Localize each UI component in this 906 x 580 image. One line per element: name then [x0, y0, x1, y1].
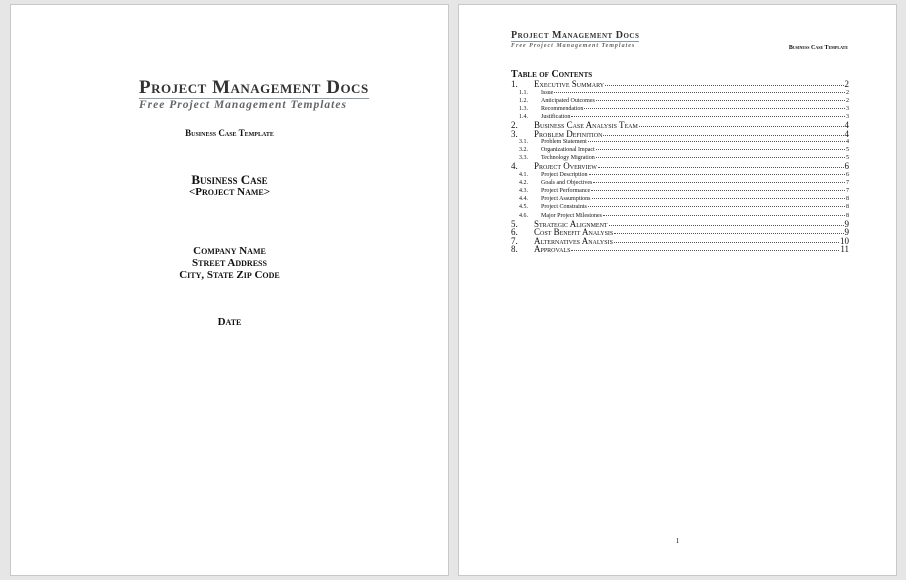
toc-leader: [596, 100, 845, 101]
toc-entry-label: Recommendation: [541, 105, 584, 112]
toc-entry-label: Major Project Milestones: [541, 212, 602, 219]
toc-entry-page: 2: [846, 89, 849, 96]
toc-leader: [584, 108, 845, 109]
toc-entry-page: 9: [844, 227, 849, 238]
toc-page: [458, 4, 897, 576]
toc-entry-page: 7: [846, 180, 849, 187]
toc-leader: [554, 92, 845, 93]
toc-entry-label: Organizational Impact: [541, 147, 595, 154]
toc-entry-label: Project Performance: [541, 188, 591, 195]
toc-leader: [603, 135, 843, 136]
toc-entry-number: 7.: [511, 235, 518, 246]
toc-leader: [571, 250, 839, 251]
toc-leader: [596, 149, 845, 150]
toc-leader: [639, 126, 844, 127]
toc-entry[interactable]: [511, 203, 849, 211]
table-of-contents: [511, 69, 849, 254]
toc-entry[interactable]: [511, 138, 849, 146]
toc-leader: [596, 157, 845, 158]
toc-entry[interactable]: [511, 195, 849, 203]
toc-entry[interactable]: [511, 187, 849, 195]
toc-entry-label: Project Overview: [534, 161, 597, 172]
street-address: Street Address: [192, 257, 267, 269]
toc-entry-page: 5: [846, 147, 849, 154]
toc-entry-label: Cost Benefit Analysis: [534, 227, 614, 238]
toc-leader: [593, 182, 845, 183]
toc-entry-page: 8: [846, 212, 849, 219]
toc-entry[interactable]: [511, 245, 849, 254]
toc-leader: [588, 141, 845, 142]
toc-entry-number: 1.2.: [519, 97, 528, 104]
toc-leader: [603, 215, 845, 216]
document-title: Business Case: [191, 172, 268, 187]
toc-entry-label: Project Constraints: [541, 204, 587, 211]
logo-title: Project Management Docs: [511, 30, 640, 41]
toc-entry-label: Project Description: [541, 172, 588, 179]
toc-entry-page: 6: [846, 172, 849, 179]
toc-entry-number: 2.: [511, 119, 518, 130]
toc-entry-number: 5.: [511, 218, 518, 229]
toc-entry-label: Strategic Alignment: [534, 218, 608, 229]
toc-entry-label: Problem Definition: [534, 128, 603, 139]
toc-entry-number: 3.3.: [519, 155, 528, 162]
toc-leader: [589, 174, 846, 175]
toc-entry[interactable]: [511, 179, 849, 187]
toc-entry-label: Technology Migration: [541, 155, 595, 162]
page-header: Business Case Template: [788, 45, 848, 51]
toc-entry-number: 3.1.: [519, 139, 528, 146]
toc-entry-number: 4.2.: [519, 180, 528, 187]
toc-entry-number: 8.: [511, 244, 518, 255]
toc-entry-page: 2: [846, 97, 849, 104]
toc-entry-number: 4.4.: [519, 196, 528, 203]
toc-entry[interactable]: [511, 97, 849, 105]
logo-subtitle: Free Project Management Templates: [139, 99, 347, 111]
toc-entry-page: 4: [846, 139, 849, 146]
toc-entry-label: Approvals: [534, 244, 571, 255]
toc-leader: [614, 242, 839, 243]
toc-entry-label: Justification: [541, 113, 571, 120]
toc-entry-number: 4.3.: [519, 188, 528, 195]
toc-leader: [588, 206, 845, 207]
toc-entry[interactable]: [511, 162, 849, 171]
toc-entry[interactable]: [511, 105, 849, 113]
toc-entry-number: 4.6.: [519, 212, 528, 219]
city-state-zip: City, State Zip Code: [179, 269, 280, 281]
toc-entry-page: 3: [846, 113, 849, 120]
toc-leader: [591, 190, 845, 191]
toc-leader: [605, 85, 843, 86]
toc-entry-label: Anticipated Outcomes: [541, 97, 595, 104]
toc-entry-number: 4.5.: [519, 204, 528, 211]
toc-entry-page: 8: [846, 196, 849, 203]
toc-entry-page: 10: [840, 235, 849, 246]
toc-entry-number: 1.: [511, 79, 518, 89]
toc-entry-number: 3.2.: [519, 147, 528, 154]
toc-entry-label: Problem Statement: [541, 139, 587, 146]
page-number: 1: [675, 537, 680, 545]
toc-leader: [614, 233, 843, 234]
toc-entry-page: 11: [840, 244, 849, 255]
toc-entry-page: 4: [844, 128, 849, 139]
cover-page: [10, 4, 449, 576]
toc-entry-number: 4.1.: [519, 172, 528, 179]
template-label: Business Case Template: [185, 128, 274, 138]
toc-entry-number: 1.1.: [519, 89, 528, 96]
toc-entry-number: 4.: [511, 161, 518, 172]
date: Date: [217, 316, 242, 328]
toc-entry-label: Alternatives Analysis: [534, 235, 613, 246]
company-name: Company Name: [193, 245, 266, 257]
toc-entry-page: 6: [844, 161, 849, 172]
logo-title: Project Management Docs: [139, 77, 369, 98]
toc-entry-page: 4: [844, 119, 849, 130]
toc-entry-page: 7: [846, 188, 849, 195]
toc-entry-label: Executive Summary: [534, 79, 605, 89]
toc-leader: [592, 198, 845, 199]
toc-entry-label: Project Assumptions: [541, 196, 591, 203]
toc-entry-page: 9: [844, 218, 849, 229]
toc-entry[interactable]: [511, 146, 849, 154]
toc-entry-number: 1.3.: [519, 105, 528, 112]
toc-entry-number: 6.: [511, 227, 518, 238]
toc-title: Table of Contents: [511, 69, 593, 80]
toc-entry-page: 2: [844, 79, 849, 89]
toc-entry[interactable]: [511, 171, 849, 179]
toc-entry-page: 3: [846, 105, 849, 112]
toc-entry-page: 8: [846, 204, 849, 211]
project-name: <Project Name>: [188, 186, 271, 198]
toc-entry[interactable]: [511, 89, 849, 97]
toc-leader: [598, 167, 844, 168]
header-logo: [511, 30, 639, 50]
toc-leader: [571, 116, 845, 117]
toc-entry-page: 5: [846, 155, 849, 162]
toc-entry-number: 1.4.: [519, 113, 528, 120]
logo: [139, 78, 369, 112]
toc-entry[interactable]: [511, 80, 849, 89]
toc-entry-number: 3.: [511, 128, 518, 139]
toc-leader: [609, 225, 844, 226]
logo-subtitle: Free Project Management Templates: [511, 43, 636, 49]
toc-entry-label: Goals and Objectives: [541, 180, 593, 187]
toc-entry[interactable]: [511, 130, 849, 139]
toc-entry-label: Issue: [541, 89, 554, 96]
toc-entry-label: Business Case Analysis Team: [534, 119, 638, 130]
